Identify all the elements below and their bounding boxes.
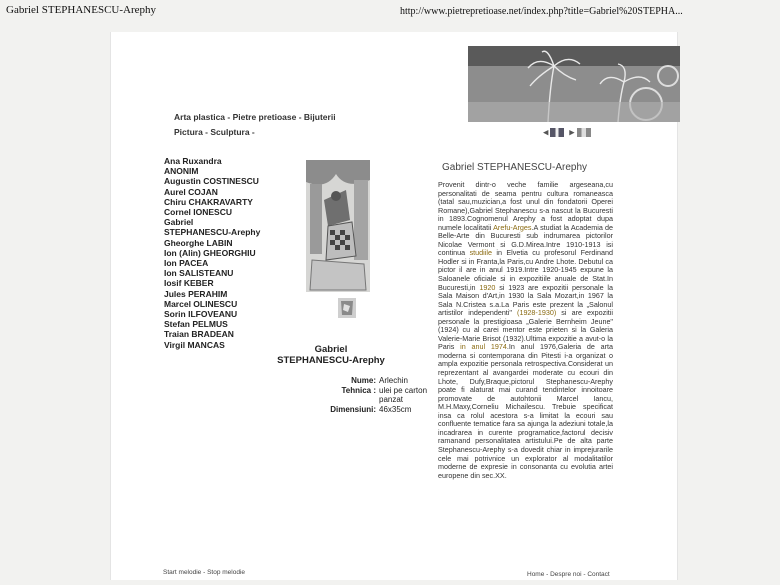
browser-page-title: Gabriel STEPHANESCU-Arephy (6, 4, 157, 16)
artist-link[interactable]: Chiru CHAKRAVARTY (164, 196, 253, 207)
artist-name-line: Gabriel (314, 344, 348, 355)
biography-text (438, 181, 613, 480)
artist-link[interactable]: Iosif KEBER (164, 278, 214, 289)
artist-link[interactable]: Traian BRADEAN (164, 329, 234, 340)
artist-link[interactable]: Gheorghe LABIN (164, 237, 233, 248)
music-controls[interactable]: Start melodie - Stop melodie (163, 569, 246, 576)
bio-text-segment: .A studiat la Academia de Belle-Arte din Bucuresti sub indrumarea pictorilor Nicolae Vermont si G.D.Mirea.Intre 1910-1913 isi continua (438, 222, 614, 258)
bio-text-segment: si are expozitii personale la prestigioasa „Galerie Bernheim Jeune" (1924) cu al carei mentor este prieten si la Galeria Valerie-Marie Brisot (1932).Ultima expozitie a avut-o la Paris (438, 308, 613, 352)
bio-text-segment: .In anul 1976,Galeria de arta moderna si contemporana din Pitesti i-a organizat o ampla expozitie personala retrospectiva.Considerat un reprezentant al avangardei moderate cu ecouri din Lhote, Dufy,Braque,pictorul Stephanescu-Arephy poate fi alaturat mai curand tendintelor innoitoare promovate de autohtonii Marcel Iancu, M.H.Maxy,Corneliu Michailescu. Trebuie specificat insa ca rolul acestora s-a limitat la ecouri sau confluente tematice fara sa ajunga la adeziuni totale,la incadrarea in curente programatice,factorul decisiv ramanand personalitatea artistului.Pe de alta parte Stephanescu-Arephy s-a dovedit chiar in imprejurarile cele mai potrivnice un explorator al modalitatilor moderne de expresie in consonanta cu evolutia artei europene din sec.XX. (438, 342, 614, 480)
artist-link[interactable]: ANONIM (164, 166, 199, 177)
dimensiuni-value: 46x35cm (379, 404, 412, 414)
nume-label: Nume: (351, 376, 376, 385)
tehnica-value: ulei pe carton (379, 385, 428, 395)
artist-link[interactable]: Ion SALISTEANU (164, 268, 234, 279)
artwork-details (276, 376, 439, 414)
header-banner-image (468, 46, 680, 122)
bio-highlight: Arefu-Arges (493, 222, 532, 232)
tehnica-label: Tehnica : (341, 385, 376, 395)
nume-value: Arlechin (379, 376, 408, 385)
artist-link[interactable]: Aurel COJAN (164, 186, 218, 197)
bio-highlight: in anul 1974 (460, 342, 507, 352)
artist-link[interactable]: STEPHANESCU-Arephy (164, 227, 261, 238)
artist-link[interactable]: Gabriel (164, 217, 194, 228)
romanian-flag-icon[interactable] (577, 128, 591, 137)
painting-thumbnail[interactable] (338, 298, 356, 318)
bio-highlight: (1928-1930) (517, 308, 557, 318)
artist-name-line: STEPHANESCU-Arephy (277, 355, 385, 366)
bio-text-segment: Provenit dintr-o veche familie argeseana,cu personalitati de seama pentru cultura romaneasca (tatal sau,muzician,a fost unul din fondatorii Operei Romane),Gabriel Stephanescu s-a nascut la Bucuresti in 1893.Cognomenul Arephy a fost adoptat dupa numele localitatii (438, 180, 613, 232)
artist-link[interactable]: Marcel OLINESCU (164, 298, 238, 309)
bio-text-segment: si 1923 are expozitii personale la Sala Maison d'Art,in 1930 la Sala Mozart,in 1967 la Sala N.Cristea s.a.La Paris este prezent la „Salonul artistilor independenti" (438, 282, 613, 318)
english-flag-icon[interactable] (550, 128, 564, 137)
artwork-artist-name (276, 344, 386, 366)
bio-highlight: studiile (469, 248, 492, 258)
painting-image[interactable] (306, 160, 370, 292)
bio-highlight: 1920 (479, 282, 496, 292)
language-selector (543, 128, 594, 137)
dimensiuni-label: Dimensiuni: (330, 404, 376, 414)
artist-link[interactable]: Cornel IONESCU (164, 207, 233, 218)
arrow-right-icon[interactable]: ▶ (569, 129, 575, 137)
artist-link[interactable]: Ion PACEA (164, 258, 209, 269)
artist-list (164, 156, 260, 350)
artist-link[interactable]: Sorin ILFOVEANU (164, 309, 238, 320)
arrow-left-icon[interactable]: ◀ (543, 129, 549, 137)
artist-link[interactable]: Ana Ruxandra (164, 156, 222, 166)
bio-text-segment: in Elvetia cu profesorul Ferdinand Hodler si in Franta,la Paris,cu Andre Lhote. Debutul ca pictor il are in anul 1919.Intre 1920-1945 expune la Saloanele oficiale si in expozitiile anuale de Stat.In Bucuresti,in (438, 248, 614, 292)
artist-link[interactable]: Ion (Alin) GHEORGHIU (164, 247, 256, 258)
artist-link[interactable]: Augustin COSTINESCU (164, 176, 259, 187)
artist-link[interactable]: Jules PERAHIM (164, 288, 228, 299)
nav-menu-secondary[interactable]: Pictura - Sculptura - (174, 127, 255, 137)
tehnica-value-cont: panzat (379, 395, 404, 404)
footer-nav-links[interactable]: Home - Despre noi - Contact (527, 571, 610, 578)
artist-link[interactable]: Virgil MANCAS (164, 339, 225, 350)
browser-url: http://www.pietrepretioase.net/index.php?title=Gabriel%20STEPHA... (400, 6, 683, 17)
nav-menu-primary[interactable]: Arta plastica - Pietre pretioase - Bijuterii (174, 112, 336, 122)
biography-title: Gabriel STEPHANESCU-Arephy (442, 162, 588, 173)
artist-link[interactable]: Stefan PELMUS (164, 319, 228, 330)
